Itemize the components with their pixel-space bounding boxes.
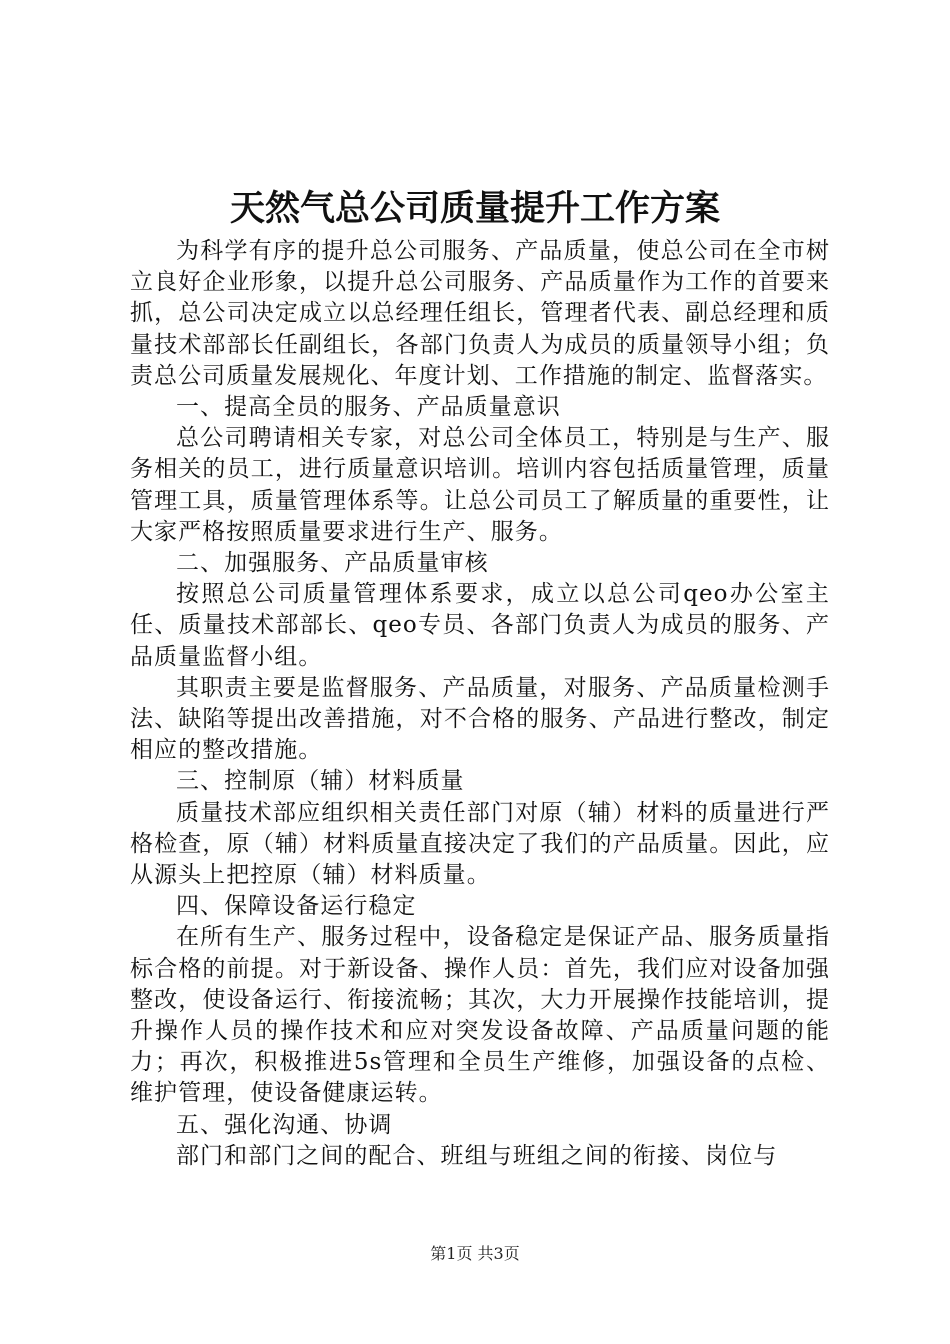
intro-paragraph: 为科学有序的提升总公司服务、产品质量，使总公司在全市树立良好企业形象，以提升总公司服务、产品质量作为工作的首要来抓，总公司决定成立以总经理任组长，管理者代表、副总经理和质量技术部部长任副组长，各部门负责人为成员的质量领导小组；负责总公司质量发展规化、年度计划、工作措施的制定、监督落实。 [130, 238, 830, 389]
section-heading-4: 四、保障设备运行稳定 [176, 893, 417, 920]
section-heading-5: 五、强化沟通、协调 [176, 1111, 393, 1138]
section-paragraph-2a: 按照总公司质量管理体系要求，成立以总公司qeo办公室主任、质量技术部部长、qeo专员、各部门负责人为成员的服务、产品质量监督小组。 [130, 581, 830, 670]
page-number-footer: 第1页 共3页 [430, 1244, 520, 1263]
section-paragraph-1: 总公司聘请相关专家，对总公司全体员工，特别是与生产、服务相关的员工，进行质量意识培训。培训内容包括质量管理，质量管理工具，质量管理体系等。让总公司员工了解质量的重要性，让大家严格按照质量要求进行生产、服务。 [130, 425, 830, 545]
section-heading-2: 二、加强服务、产品质量审核 [176, 550, 489, 577]
section-heading-1: 一、提高全员的服务、产品质量意识 [176, 394, 561, 421]
section-paragraph-2b: 其职责主要是监督服务、产品质量，对服务、产品质量检测手法、缺陷等提出改善措施，对不合格的服务、产品进行整改，制定相应的整改措施。 [130, 674, 830, 764]
section-paragraph-4: 在所有生产、服务过程中，设备稳定是保证产品、服务质量指标合格的前提。对于新设备、操作人员：首先，我们应对设备加强整改，使设备运行、衔接流畅；其次，大力开展操作技能培训，提升操作人员的操作技术和应对突发设备故障、产品质量问题的能力；再次，积极推进5s管理和全员生产维修，加强设备的点检、维护管理，使设备健康运转。 [130, 924, 830, 1107]
section-paragraph-3: 质量技术部应组织相关责任部门对原（辅）材料的质量进行严格检查，原（辅）材料质量直接决定了我们的产品质量。因此，应从源头上把控原（辅）材料质量。 [130, 799, 830, 889]
document-body [130, 236, 830, 1172]
document-title: 天然气总公司质量提升工作方案 [229, 188, 720, 229]
section-paragraph-5: 部门和部门之间的配合、班组与班组之间的衔接、岗位与 [176, 1142, 778, 1169]
section-heading-3: 三、控制原（辅）材料质量 [176, 768, 465, 795]
